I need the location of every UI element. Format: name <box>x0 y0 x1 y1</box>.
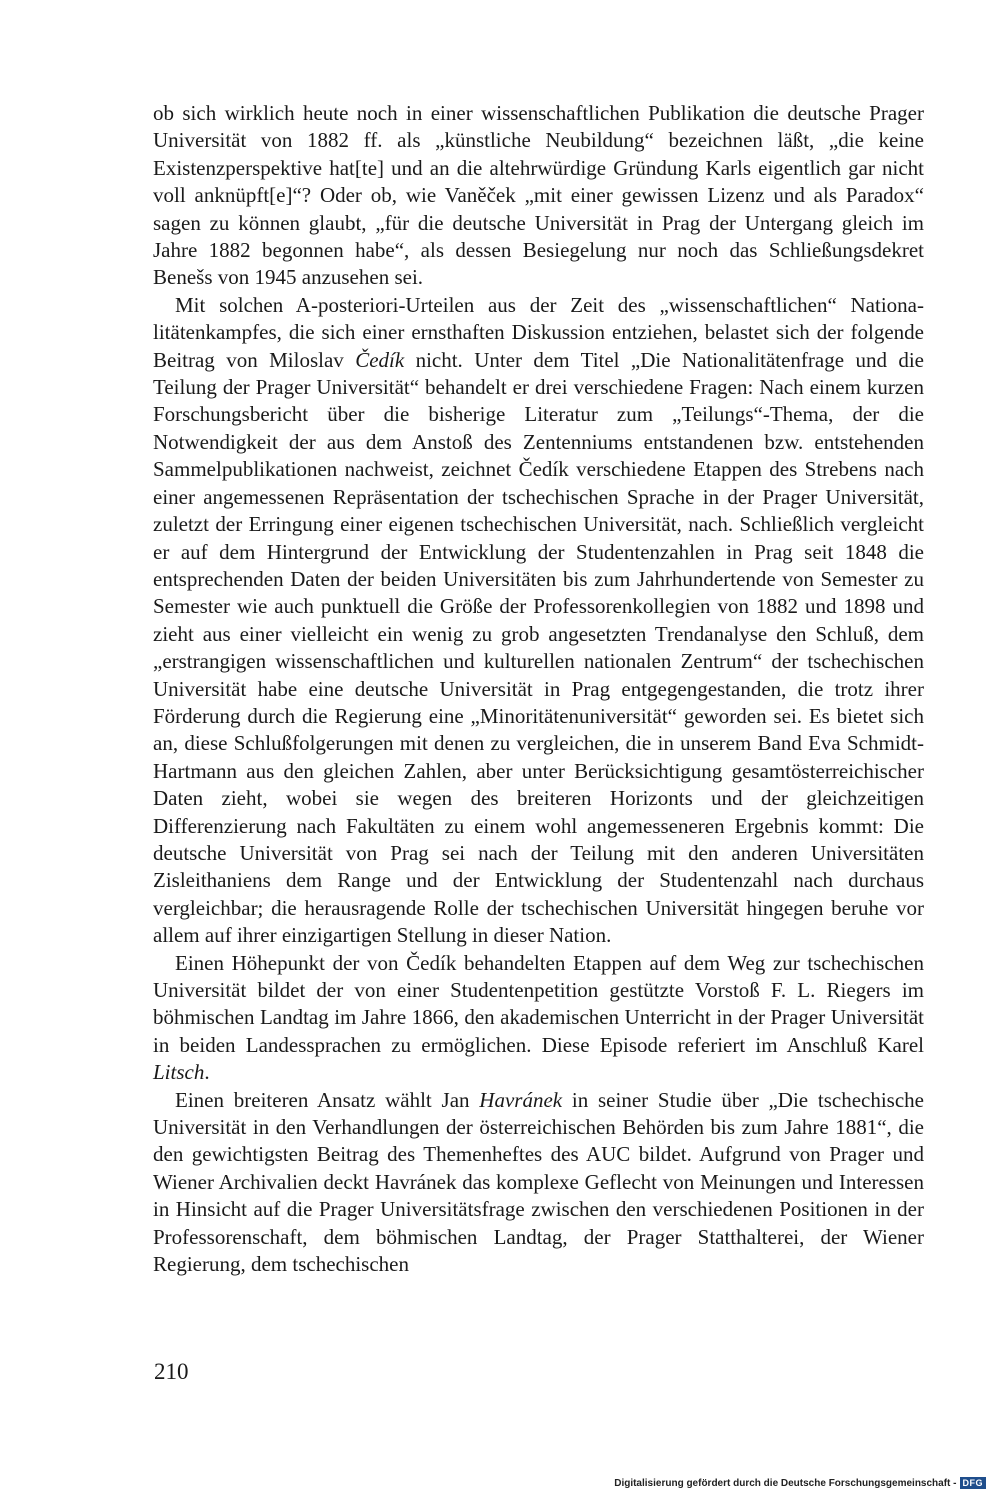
italic-author-name: Čedík <box>355 347 405 372</box>
text-run: nicht. Unter dem Titel „Die Nationalitätenfrage und die Teilung der Prager Universität“ behandelt er drei verschiedene Fragen: Nach einem kurzen Forschungsbericht über die bisherige Literatur zum „Teilungs“-Thema, der die Notwendigkeit der aus dem Anstoß des Zentenniums entstandenen bzw. entstehenden Sammelpublikationen nachweist, zeichnet Čedík verschiedene Etappen des Strebens nach einer angemessenen Repräsentation der tschechischen Sprache in der Prager Universität, zuletzt der Erringung einer eigenen tschechischen Universität, nach. Schließlich vergleicht er auf dem Hintergrund der Entwicklung der Studentenzahlen in Prag seit 1848 die entsprechenden Daten der beiden Universitäten bis zum Jahrhundertende von Semester zu Semester wie auch punktuell die Größe der Professorenkollegien von 1882 und 1898 und zieht aus einer vielleicht ein wenig zu grob angesetzten Trendanalyse den Schluß, dem „erstrangigen wissenschaftlichen und kulturellen nationalen Zentrum“ der tschechischen Universität habe eine deutsche Universität in Prag entgegengestanden, die trotz ihrer Förderung durch die Regierung eine „Minoritätenuniversität“ geworden sei. Es bietet sich an, diese Schlußfolgerungen mit denen zu vergleichen, die in unserem Band Eva Schmidt-Hartmann aus den gleichen Zahlen, aber unter Berücksichtigung gesamtösterreichischer Daten zieht, wobei sie wegen des breiteren Horizonts und der gleichzeitigen Differenzierung nach Fakultäten zu einem wohl angemesseneren Ergebnis kommt: Die deutsche Universität von Prag sei nach der Teilung mit den anderen Universitäten Zisleithaniens dem Range und der Entwicklung der Studentenzahl nach durchaus vergleichbar; die herausragende Rolle der tschechischen Universität hingegen beruhe vor allem auf ihrer einzigartigen Stellung in dieser Nation. <box>153 347 924 948</box>
paragraph-1 <box>153 100 924 292</box>
paragraph-4 <box>153 1087 924 1279</box>
text-run: in seiner Studie über „Die tschechische Universität in den Verhandlungen der österreichischen Behörden bis zum Jahre 1881“, die den gewichtigsten Beitrag des Themenheftes des AUC bildet. Aufgrund von Prager und Wiener Archivalien deckt Havránek das komplexe Geflecht von Meinungen und Interessen in Hinsicht auf die Prager Universitätsfrage zwischen den verschiedenen Positionen in der Professorenschaft, dem böhmischen Landtag, der Prager Statthalterei, der Wiener Regierung, dem tschechischen <box>153 1087 924 1277</box>
digitization-footer <box>614 1477 986 1489</box>
dfg-logo: DFG <box>960 1477 987 1489</box>
italic-author-name: Litsch <box>153 1060 205 1085</box>
text-run: . <box>204 1060 210 1085</box>
document-body <box>153 100 924 1278</box>
text-run: Mit solchen A-posteriori-Urteilen aus der Zeit des „wissenschaftlichen“ Nationalitätenkampfes, die sich einer ernsthaften Diskussion entziehen, belastet sich der folgende Beitrag von Miloslav <box>153 292 924 372</box>
text-run: ob sich wirklich heute noch in einer wissenschaftlichen Publikation die deutsche Prager Universität von 1882 ff. als „künstliche Neubildung“ bezeichnen läßt, „die keine Existenzperspektive hat[te] und an die altehrwürdige Gründung Karls eigentlich gar nicht voll anknüpft[e]“? Oder ob, wie Vaněček „mit einer gewissen Lizenz und als Paradox“ sagen zu können glaubt, „für die deutsche Universität in Prag der Untergang gleich im Jahre 1882 begonnen habe“, als dessen Besiegelung nur noch das Schließungsdekret Benešs von 1945 anzusehen sei. <box>153 101 924 290</box>
text-run: Einen Höhepunkt der von Čedík behandelten Etappen auf dem Weg zur tschechischen Universität bildet der von einer Studentenpetition gestützte Vorstoß F. L. Riegers im böhmischen Landtag im Jahre 1866, den akademischen Unterricht in der Prager Universität in beiden Landessprachen zu ermöglichen. Diese Episode referiert im Anschluß Karel <box>153 950 924 1057</box>
italic-author-name: Havránek <box>479 1087 563 1112</box>
paragraph-3 <box>153 950 924 1087</box>
paragraph-2 <box>153 292 924 950</box>
page-number: 210 <box>154 1359 189 1384</box>
text-run: Einen breiteren Ansatz wählt Jan <box>175 1087 480 1112</box>
footer-text: Digitalisierung gefördert durch die Deutsche Forschungsgemeinschaft - <box>614 1477 957 1489</box>
